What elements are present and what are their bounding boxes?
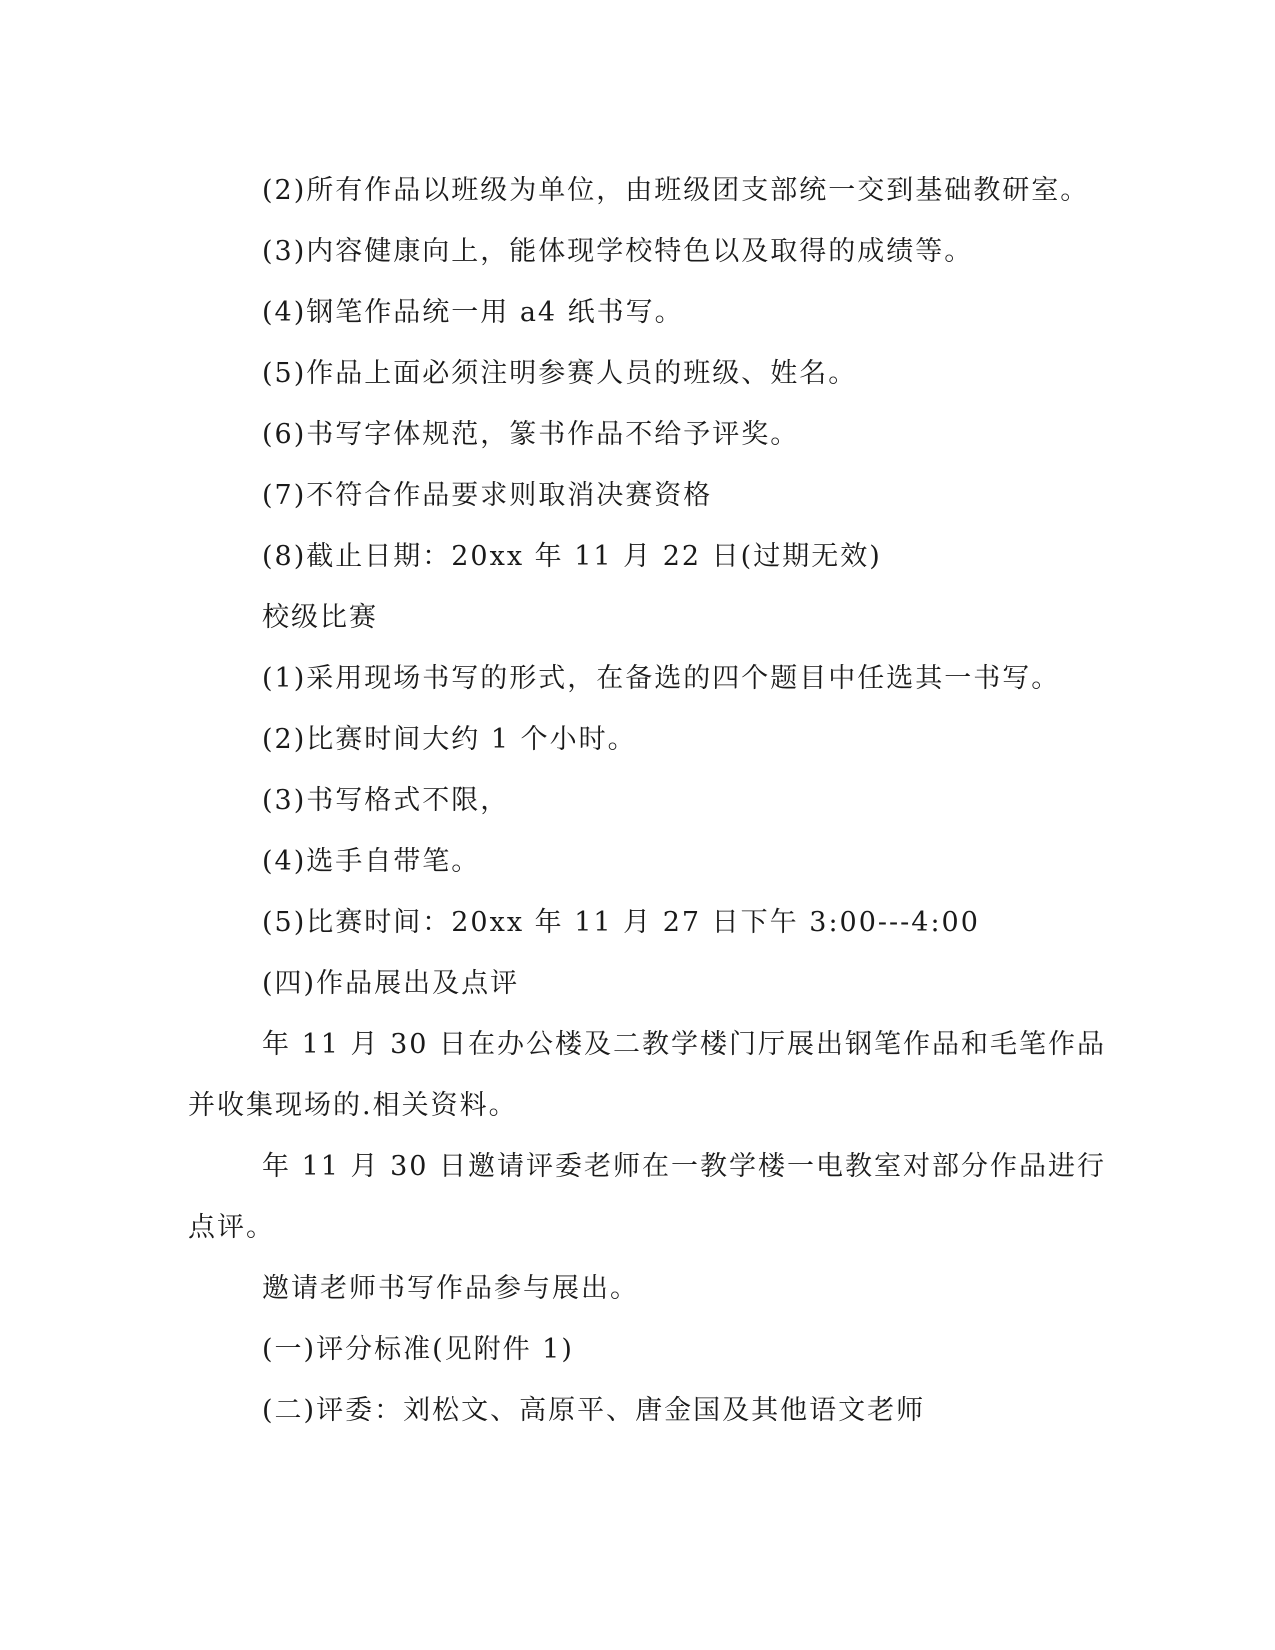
paragraph-line: (2)比赛时间大约 1 个小时。: [262, 724, 637, 755]
paragraph-line: 年 11 月 30 日在办公楼及二教学楼门厅展出钢笔作品和毛笔作品: [262, 1029, 1107, 1060]
paragraph-line: (3)内容健康向上，能体现学校特色以及取得的成绩等。: [262, 236, 974, 267]
paragraph-line: 年 11 月 30 日邀请评委老师在一教学楼一电教室对部分作品进行: [262, 1151, 1107, 1182]
paragraph-line: (4)选手自带笔。: [262, 846, 481, 877]
paragraph-line: (5)作品上面必须注明参赛人员的班级、姓名。: [262, 358, 858, 389]
document-body: [188, 160, 1107, 1441]
paragraph-line: (4)钢笔作品统一用 a4 纸书写。: [262, 297, 684, 328]
paragraph-line: 并收集现场的.相关资料。: [188, 1090, 518, 1121]
paragraph-line: (7)不符合作品要求则取消决赛资格: [262, 480, 713, 511]
paragraph-line: (5)比赛时间：20xx 年 11 月 27 日下午 3:00---4:00: [262, 907, 980, 938]
paragraph-line: 邀请老师书写作品参与展出。: [262, 1273, 639, 1304]
section-heading: 校级比赛: [262, 602, 378, 633]
paragraph-line: (二)评委：刘松文、高原平、唐金国及其他语文老师: [262, 1395, 926, 1426]
paragraph-line: (1)采用现场书写的形式，在备选的四个题目中任选其一书写。: [262, 663, 1061, 694]
paragraph-line: 点评。: [188, 1212, 275, 1243]
paragraph-line: (2)所有作品以班级为单位，由班级团支部统一交到基础教研室。: [262, 175, 1090, 206]
paragraph-line: (一)评分标准(见附件 1): [262, 1334, 574, 1365]
section-heading: (四)作品展出及点评: [262, 968, 520, 999]
paragraph-line: (3)书写格式不限，: [262, 785, 510, 816]
paragraph-line: (6)书写字体规范，篆书作品不给予评奖。: [262, 419, 800, 450]
paragraph-line: (8)截止日期：20xx 年 11 月 22 日(过期无效): [262, 541, 882, 572]
